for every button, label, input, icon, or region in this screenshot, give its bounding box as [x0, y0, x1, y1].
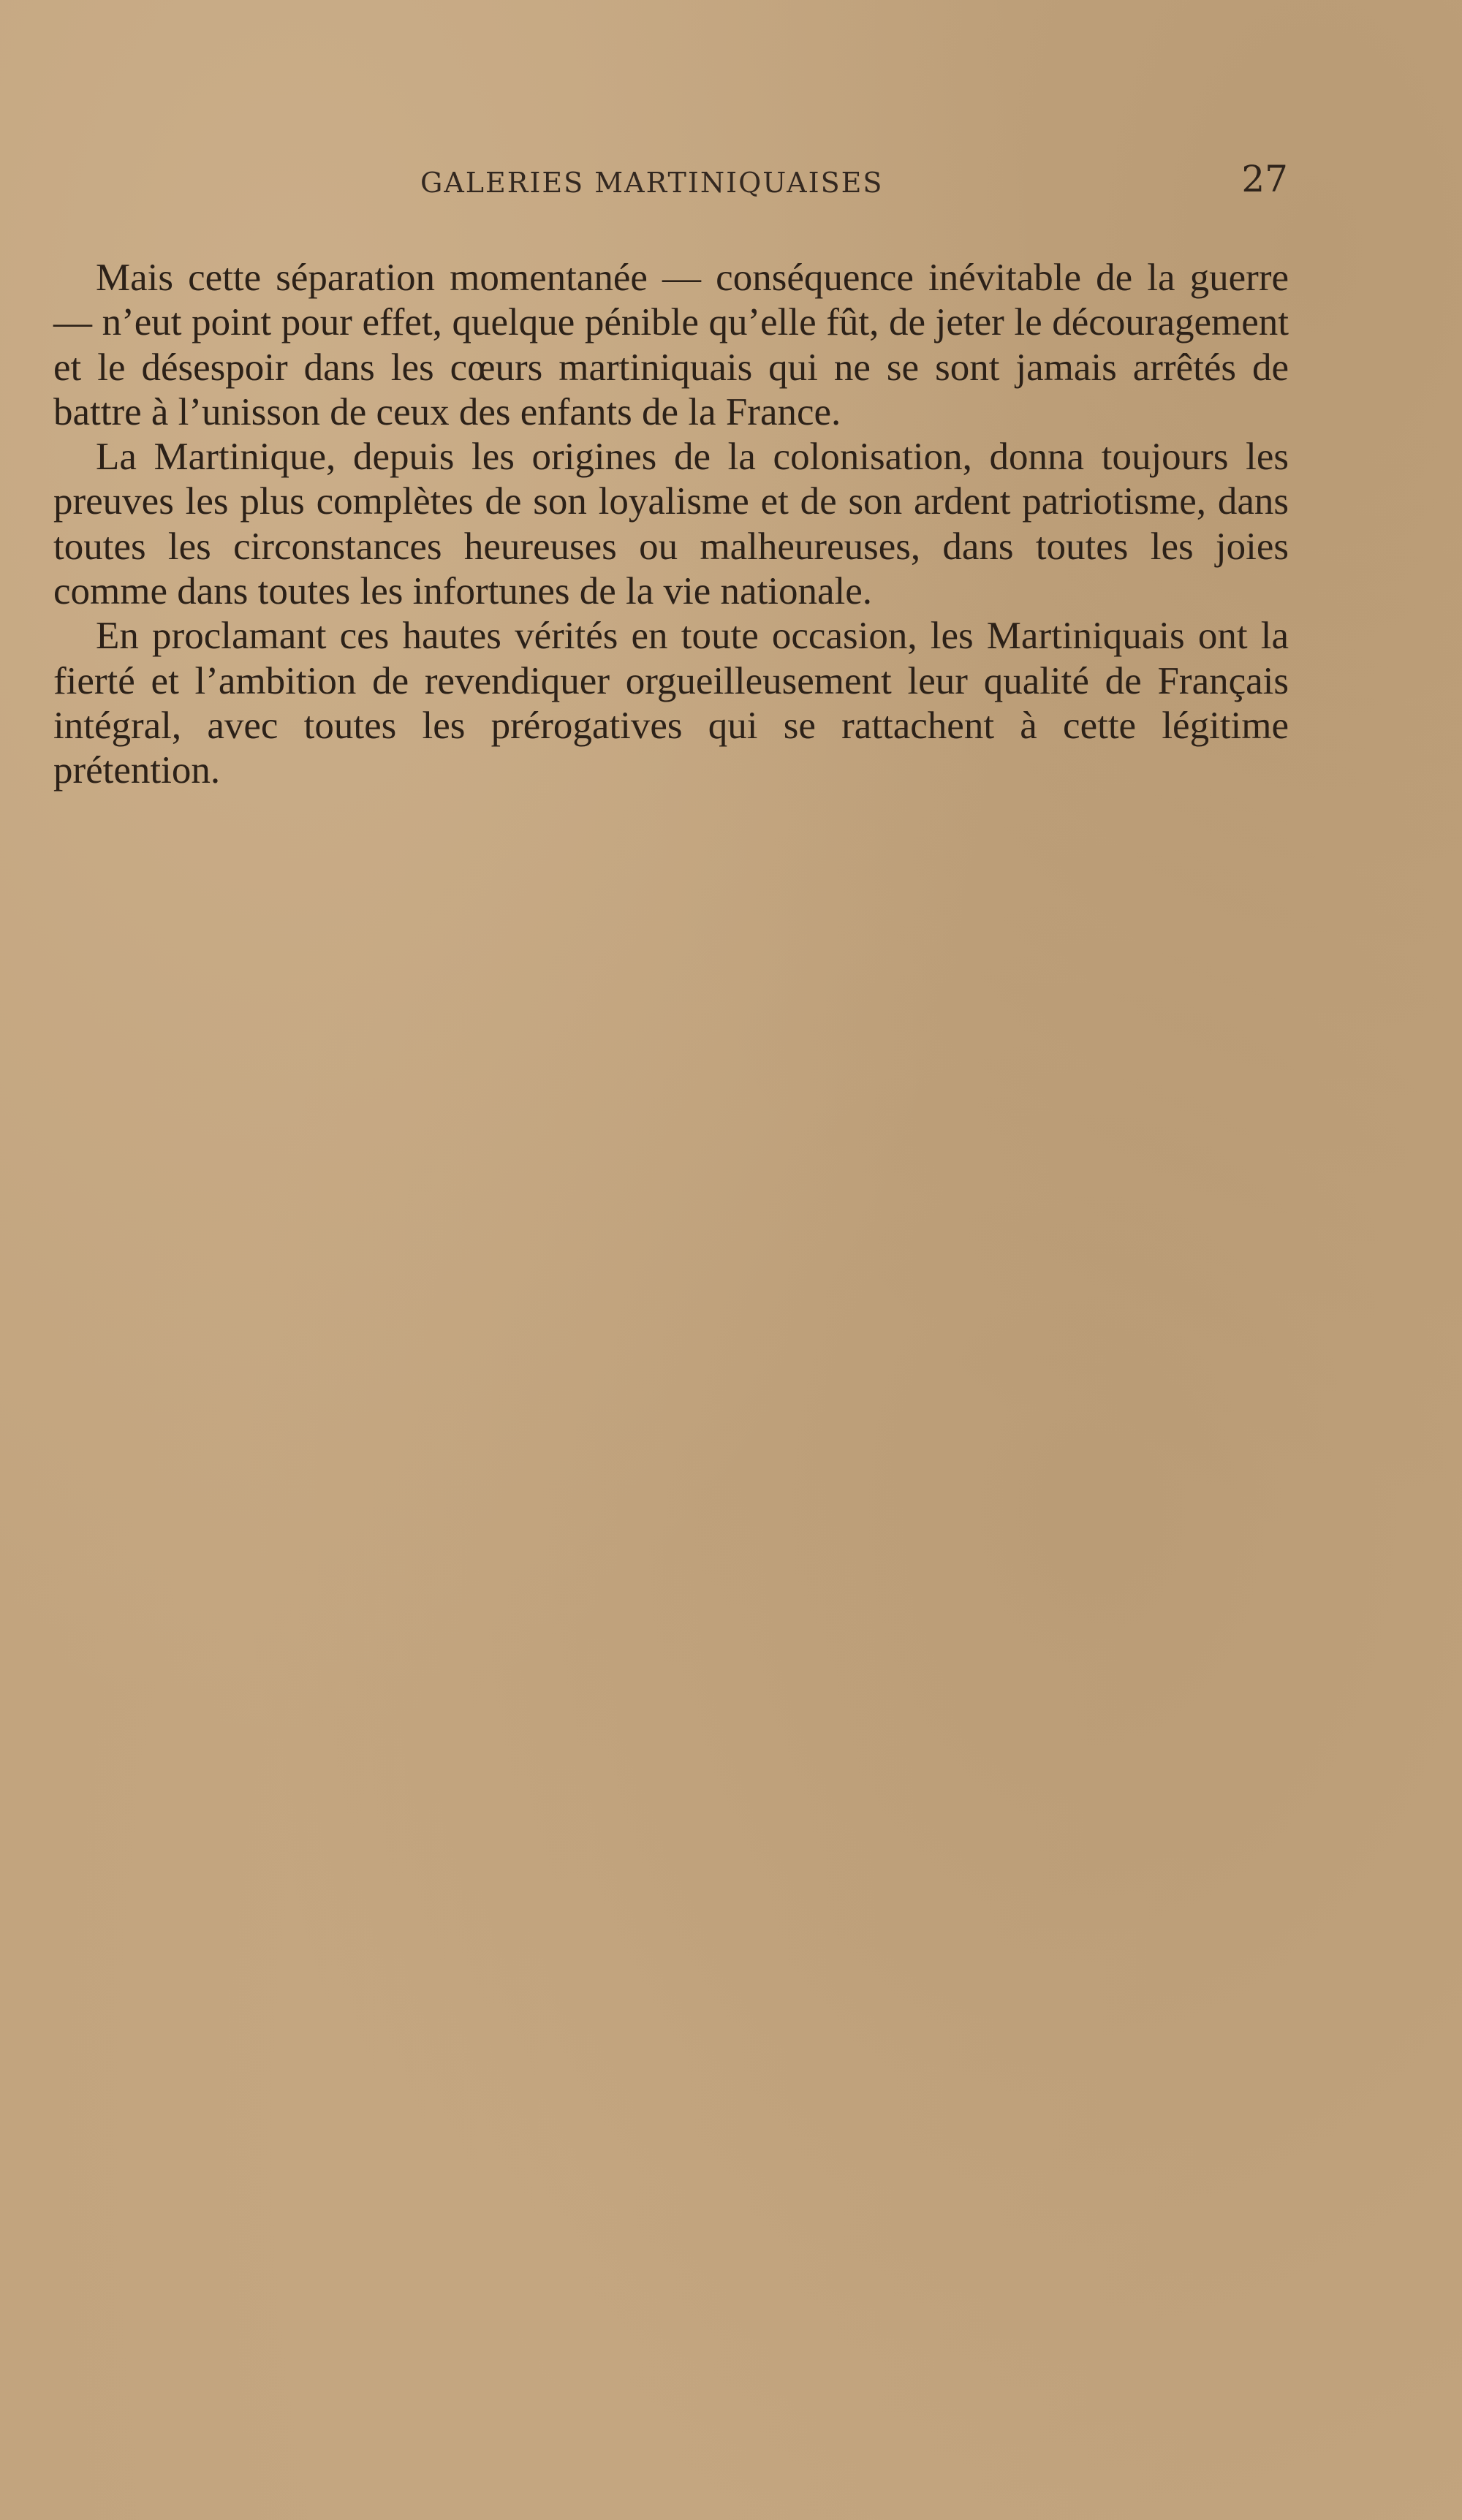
page-number: 27 [1241, 158, 1288, 200]
body-text [53, 256, 1289, 794]
paragraph: La Martinique, depuis les origines de la colonisation, donna toujours les preuves les plus complètes de son loyalisme et de son ardent patriotisme, dans toutes les circonstances heureuses ou malheureuses, dans toutes les joies comme dans toutes les infortunes de la vie nationale. [53, 436, 1289, 613]
paragraph: En proclamant ces hautes vérités en toute occasion, les Martiniquais ont la fierté et l’ambition de revendiquer orgueilleusement leur qualité de Français intégral, avec toutes les prérogatives qui se rattachent à cette légitime prétention. [53, 615, 1289, 792]
paragraph: Mais cette séparation momentanée — conséquence inévitable de la guerre — n’eut point pour effet, quelque pénible qu’elle fût, de jeter le découragement et le désespoir dans les cœurs martiniquais qui ne se sont jamais arrêtés de battre à l’unisson de ceux des enfants de la France. [53, 257, 1289, 433]
running-title: GALERIES MARTINIQUAISES [420, 167, 884, 199]
